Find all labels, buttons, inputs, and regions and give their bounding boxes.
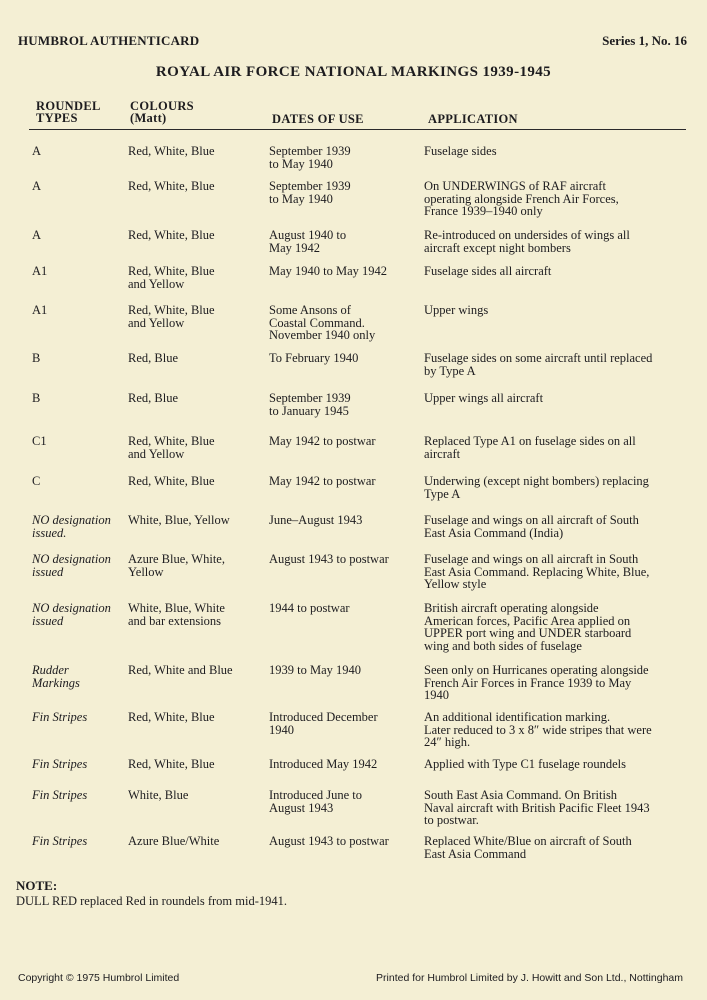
row-12-dates-of-use bbox=[269, 602, 419, 615]
row-9-dates-of-use bbox=[269, 475, 419, 488]
row-11-colours bbox=[128, 553, 264, 578]
roundel-type-line: issued bbox=[32, 564, 64, 579]
application-line: Re-introduced on undersides of wings all bbox=[424, 228, 630, 242]
row-4-roundel-type bbox=[32, 265, 124, 278]
column-header-dates: DATES OF USE bbox=[272, 112, 364, 126]
application-line: wing and both sides of fuselage bbox=[424, 638, 582, 653]
dates-of-use-line: to May 1940 bbox=[269, 156, 333, 171]
application-line: South East Asia Command. On British bbox=[424, 788, 618, 802]
row-9-application bbox=[424, 475, 692, 500]
row-5-roundel-type bbox=[32, 304, 124, 317]
colours-line: and Yellow bbox=[128, 315, 185, 330]
dates-of-use-line: to May 1940 bbox=[269, 191, 333, 206]
row-14-application bbox=[424, 711, 692, 749]
application-line: Applied with Type C1 fuselage roundels bbox=[424, 757, 626, 771]
application-line: American forces, Pacific Area applied on bbox=[424, 613, 631, 628]
application-line: operating alongside French Air Forces, bbox=[424, 191, 619, 206]
column-header-roundel-line2: TYPES bbox=[36, 111, 78, 125]
row-7-roundel-type bbox=[32, 392, 124, 405]
roundel-type-line: NO designation bbox=[32, 513, 111, 527]
row-11-dates-of-use bbox=[269, 553, 419, 566]
row-15-colours bbox=[128, 758, 264, 771]
row-3-roundel-type bbox=[32, 229, 124, 242]
row-14-roundel-type bbox=[32, 711, 124, 724]
row-9-colours bbox=[128, 475, 264, 488]
row-1-roundel-type bbox=[32, 145, 124, 158]
application-line: UPPER port wing and UNDER starboard bbox=[424, 626, 632, 640]
dates-of-use-line: Introduced December bbox=[269, 710, 378, 724]
row-5-colours bbox=[128, 304, 264, 329]
application-line: Fuselage sides on some aircraft until replaced bbox=[424, 351, 653, 365]
dates-of-use-line: to January 1945 bbox=[269, 403, 349, 418]
row-13-dates-of-use bbox=[269, 664, 419, 677]
roundel-type-line: NO designation bbox=[32, 601, 111, 615]
dates-of-use-line: 1939 to May 1940 bbox=[269, 663, 362, 677]
row-3-application bbox=[424, 229, 692, 254]
row-1-colours bbox=[128, 145, 264, 158]
row-15-roundel-type bbox=[32, 758, 124, 771]
roundel-type-line: Rudder bbox=[32, 663, 69, 677]
row-3-colours bbox=[128, 229, 264, 242]
dates-of-use-line: September 1939 bbox=[269, 144, 351, 158]
application-line: Naval aircraft with British Pacific Fleet 1943 bbox=[424, 800, 650, 815]
roundel-type-line: Fin Stripes bbox=[32, 710, 88, 724]
roundel-type-line: Fin Stripes bbox=[32, 788, 88, 802]
row-16-roundel-type bbox=[32, 789, 124, 802]
dates-of-use-line: September 1939 bbox=[269, 179, 351, 193]
row-10-colours bbox=[128, 514, 264, 527]
row-8-colours bbox=[128, 435, 264, 460]
colours-line: Red, White, Blue bbox=[128, 474, 215, 488]
roundel-type-line: NO designation bbox=[32, 552, 111, 566]
application-line: British aircraft operating alongside bbox=[424, 601, 599, 615]
note-title: NOTE: bbox=[16, 878, 58, 893]
application-line: Fuselage sides all aircraft bbox=[424, 264, 552, 278]
dates-of-use-line: May 1942 bbox=[269, 240, 321, 255]
roundel-type-line: B bbox=[32, 391, 41, 405]
application-line: An additional identification marking. bbox=[424, 710, 611, 724]
row-4-colours bbox=[128, 265, 264, 290]
row-13-application bbox=[424, 664, 692, 702]
application-line: 1940 bbox=[424, 688, 449, 702]
row-13-roundel-type bbox=[32, 664, 124, 689]
row-14-dates-of-use bbox=[269, 711, 419, 736]
application-line: by Type A bbox=[424, 363, 476, 378]
roundel-type-line: Markings bbox=[32, 675, 80, 690]
application-line: Later reduced to 3 x 8″ wide stripes that were bbox=[424, 722, 652, 737]
row-8-dates-of-use bbox=[269, 435, 419, 448]
colours-line: Red, Blue bbox=[128, 351, 178, 365]
column-header-colours-line2: (Matt) bbox=[130, 111, 167, 125]
colours-line: Red, White and Blue bbox=[128, 663, 233, 677]
colours-line: Red, White, Blue bbox=[128, 434, 215, 448]
row-15-dates-of-use bbox=[269, 758, 419, 771]
row-1-application bbox=[424, 145, 692, 158]
row-17-colours bbox=[128, 835, 264, 848]
application-line: to postwar. bbox=[424, 813, 479, 827]
row-13-colours bbox=[128, 664, 264, 677]
column-header-roundel-types bbox=[36, 100, 101, 124]
colours-line: Azure Blue/White bbox=[128, 834, 220, 848]
printer-notice: Printed for Humbrol Limited by J. Howitt and Son Ltd., Nottingham bbox=[376, 972, 683, 984]
application-line: On UNDERWINGS of RAF aircraft bbox=[424, 179, 606, 193]
row-9-roundel-type bbox=[32, 475, 124, 488]
row-2-roundel-type bbox=[32, 180, 124, 193]
column-header-roundel-line1: ROUNDEL bbox=[36, 99, 101, 113]
colours-line: Red, White, Blue bbox=[128, 179, 215, 193]
row-12-colours bbox=[128, 602, 264, 627]
application-line: aircraft bbox=[424, 446, 461, 461]
application-line: East Asia Command. Replacing White, Blue, bbox=[424, 564, 650, 579]
dates-of-use-line: May 1942 to postwar bbox=[269, 474, 376, 488]
roundel-type-line: C bbox=[32, 474, 41, 488]
application-line: aircraft except night bombers bbox=[424, 240, 571, 255]
row-8-application bbox=[424, 435, 692, 460]
row-2-colours bbox=[128, 180, 264, 193]
row-7-dates-of-use bbox=[269, 392, 419, 417]
application-line: Upper wings all aircraft bbox=[424, 391, 544, 405]
column-header-application: APPLICATION bbox=[428, 112, 518, 126]
application-line: Seen only on Hurricanes operating alongside bbox=[424, 663, 649, 677]
column-header-colours bbox=[130, 100, 194, 124]
dates-of-use-line: 1940 bbox=[269, 722, 294, 737]
row-10-dates-of-use bbox=[269, 514, 419, 527]
dates-of-use-line: August 1943 bbox=[269, 800, 334, 815]
row-16-dates-of-use bbox=[269, 789, 419, 814]
dates-of-use-line: To February 1940 bbox=[269, 351, 359, 365]
roundel-type-line: A bbox=[32, 179, 42, 193]
colours-line: White, Blue, White bbox=[128, 601, 225, 615]
roundel-type-line: Fin Stripes bbox=[32, 834, 88, 848]
row-16-colours bbox=[128, 789, 264, 802]
row-2-dates-of-use bbox=[269, 180, 419, 205]
colours-line: Yellow bbox=[128, 564, 164, 579]
row-2-application bbox=[424, 180, 692, 218]
row-6-colours bbox=[128, 352, 264, 365]
row-5-application bbox=[424, 304, 692, 317]
colours-line: and Yellow bbox=[128, 446, 185, 461]
colours-line: and Yellow bbox=[128, 276, 185, 291]
header-divider bbox=[29, 129, 686, 130]
row-6-dates-of-use bbox=[269, 352, 419, 365]
roundel-type-line: A bbox=[32, 144, 42, 158]
roundel-type-line: A1 bbox=[32, 264, 48, 278]
row-12-application bbox=[424, 602, 692, 652]
dates-of-use-line: August 1940 to bbox=[269, 228, 347, 242]
colours-line: Azure Blue, White, bbox=[128, 552, 225, 566]
row-11-application bbox=[424, 553, 692, 591]
dates-of-use-line: 1944 to postwar bbox=[269, 601, 350, 615]
application-line: Type A bbox=[424, 486, 461, 501]
row-12-roundel-type bbox=[32, 602, 124, 627]
dates-of-use-line: Introduced June to bbox=[269, 788, 363, 802]
roundel-type-line: A1 bbox=[32, 303, 48, 317]
dates-of-use-line: Some Ansons of bbox=[269, 303, 351, 317]
colours-line: Red, White, Blue bbox=[128, 710, 215, 724]
colours-line: Red, White, Blue bbox=[128, 303, 215, 317]
series-number: Series 1, No. 16 bbox=[602, 33, 687, 48]
roundel-type-line: A bbox=[32, 228, 42, 242]
row-10-application bbox=[424, 514, 692, 539]
series-name: HUMBROL AUTHENTICARD bbox=[18, 33, 200, 48]
colours-line: Red, Blue bbox=[128, 391, 178, 405]
dates-of-use-line: August 1943 to postwar bbox=[269, 552, 389, 566]
row-4-application bbox=[424, 265, 692, 278]
row-6-roundel-type bbox=[32, 352, 124, 365]
row-17-roundel-type bbox=[32, 835, 124, 848]
roundel-type-line: issued. bbox=[32, 525, 67, 540]
row-17-application bbox=[424, 835, 692, 860]
column-header-colours-line1: COLOURS bbox=[130, 99, 194, 113]
row-4-dates-of-use bbox=[269, 265, 419, 278]
dates-of-use-line: Introduced May 1942 bbox=[269, 757, 378, 771]
colours-line: Red, White, Blue bbox=[128, 757, 215, 771]
row-10-roundel-type bbox=[32, 514, 124, 539]
roundel-type-line: C1 bbox=[32, 434, 47, 448]
colours-line: White, Blue bbox=[128, 788, 189, 802]
roundel-type-line: Fin Stripes bbox=[32, 757, 88, 771]
colours-line: Red, White, Blue bbox=[128, 144, 215, 158]
row-8-roundel-type bbox=[32, 435, 124, 448]
row-17-dates-of-use bbox=[269, 835, 419, 848]
application-line: 24″ high. bbox=[424, 735, 471, 749]
application-line: Fuselage and wings on all aircraft in South bbox=[424, 552, 639, 566]
application-line: Replaced White/Blue on aircraft of South bbox=[424, 834, 632, 848]
dates-of-use-line: Coastal Command. bbox=[269, 315, 365, 330]
row-7-colours bbox=[128, 392, 264, 405]
row-5-dates-of-use bbox=[269, 304, 419, 342]
row-7-application bbox=[424, 392, 692, 405]
row-6-application bbox=[424, 352, 692, 377]
dates-of-use-line: September 1939 bbox=[269, 391, 351, 405]
dates-of-use-line: May 1942 to postwar bbox=[269, 434, 376, 448]
application-line: Fuselage and wings on all aircraft of South bbox=[424, 513, 639, 527]
colours-line: and bar extensions bbox=[128, 613, 222, 628]
row-15-application bbox=[424, 758, 692, 771]
colours-line: White, Blue, Yellow bbox=[128, 513, 230, 527]
application-line: East Asia Command bbox=[424, 846, 527, 861]
application-line: Upper wings bbox=[424, 303, 489, 317]
roundel-type-line: B bbox=[32, 351, 41, 365]
application-line: France 1939–1940 only bbox=[424, 204, 543, 218]
application-line: Yellow style bbox=[424, 577, 487, 591]
roundel-type-line: issued bbox=[32, 613, 64, 628]
row-16-application bbox=[424, 789, 692, 827]
application-line: East Asia Command (India) bbox=[424, 525, 564, 540]
application-line: Replaced Type A1 on fuselage sides on all bbox=[424, 434, 636, 448]
copyright-notice: Copyright © 1975 Humbrol Limited bbox=[18, 972, 180, 984]
note-text: DULL RED replaced Red in roundels from mid-1941. bbox=[16, 894, 288, 908]
row-11-roundel-type bbox=[32, 553, 124, 578]
row-3-dates-of-use bbox=[269, 229, 419, 254]
dates-of-use-line: November 1940 only bbox=[269, 328, 376, 342]
colours-line: Red, White, Blue bbox=[128, 264, 215, 278]
row-14-colours bbox=[128, 711, 264, 724]
application-line: French Air Forces in France 1939 to May bbox=[424, 675, 632, 690]
dates-of-use-line: August 1943 to postwar bbox=[269, 834, 389, 848]
dates-of-use-line: June–August 1943 bbox=[269, 513, 363, 527]
page-title: ROYAL AIR FORCE NATIONAL MARKINGS 1939-1945 bbox=[155, 64, 552, 80]
application-line: Fuselage sides bbox=[424, 144, 497, 158]
application-line: Underwing (except night bombers) replacing bbox=[424, 474, 649, 488]
dates-of-use-line: May 1940 to May 1942 bbox=[269, 264, 388, 278]
colours-line: Red, White, Blue bbox=[128, 228, 215, 242]
row-1-dates-of-use bbox=[269, 145, 419, 170]
